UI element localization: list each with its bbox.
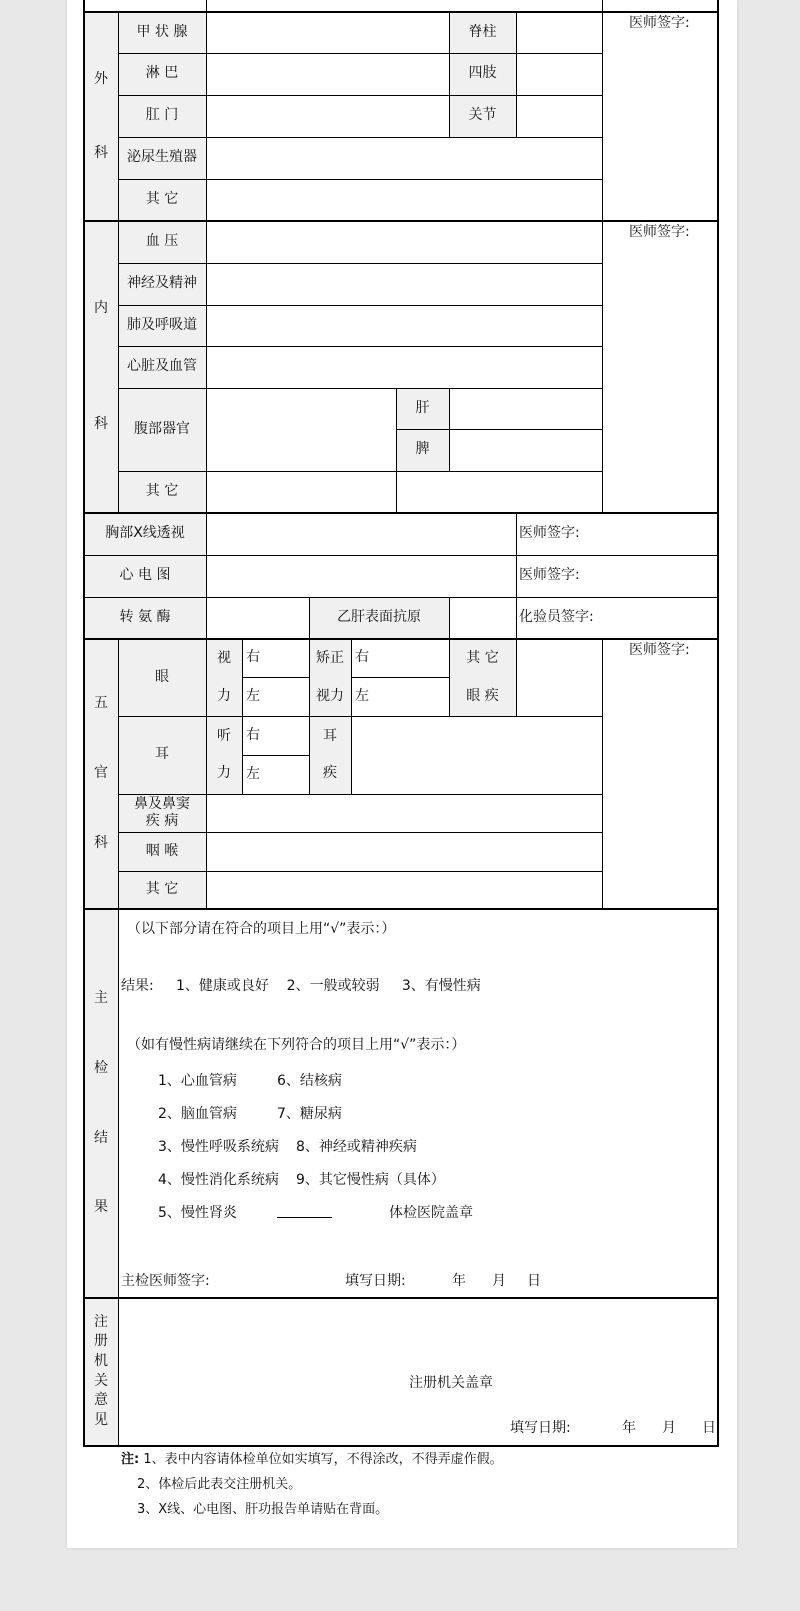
ent-char-3: 科 xyxy=(94,835,108,852)
result-options[interactable]: 结果: 1、健康或良好 2、一般或较弱 3、有慢性病 xyxy=(121,978,481,994)
liver-field[interactable] xyxy=(449,388,602,429)
conclusion-section-label xyxy=(84,909,118,1298)
abdomen-field[interactable] xyxy=(206,388,396,471)
registry-stamp-label: 注册机关盖章 xyxy=(409,1375,493,1391)
spine-field[interactable] xyxy=(516,12,602,53)
liver-label: 肝 xyxy=(396,388,449,429)
corrected-right[interactable]: 右 xyxy=(355,649,369,666)
note-1-text: 1、表中内容请体检单位如实填写，不得涂改，不得弄虚作假。 xyxy=(139,1452,503,1467)
conclusion-date-month[interactable]: 月 xyxy=(492,1273,506,1289)
hearing-left[interactable]: 左 xyxy=(246,765,260,782)
conclusion-char-3: 结 xyxy=(94,1129,108,1146)
conclusion-date-label: 填写日期: xyxy=(345,1273,406,1289)
nose-line-2: 疾 病 xyxy=(145,813,179,829)
anus-label: 肛 门 xyxy=(118,95,206,137)
lung-label: 肺及呼吸道 xyxy=(118,305,206,346)
neuro-field[interactable] xyxy=(206,263,602,305)
chronic-item-8[interactable]: 8、神经或精神疾病 xyxy=(296,1139,417,1155)
urogenital-label: 泌尿生殖器 xyxy=(118,137,206,179)
conclusion-char-4: 果 xyxy=(94,1199,108,1216)
registry-char-3: 机 xyxy=(94,1352,108,1369)
vision-right[interactable]: 右 xyxy=(246,649,260,666)
chief-doctor-sign[interactable]: 主检医师签字: xyxy=(121,1273,210,1289)
chronic-item-6[interactable]: 6、结核病 xyxy=(277,1073,342,1089)
spleen-label: 脾 xyxy=(396,429,449,471)
hearing-right[interactable]: 右 xyxy=(246,726,260,743)
alt-field[interactable] xyxy=(206,597,309,639)
registry-date-label: 填写日期: xyxy=(510,1420,571,1436)
internal-other-label: 其 它 xyxy=(118,471,206,513)
spleen-field[interactable] xyxy=(449,429,602,471)
other-eye-label xyxy=(449,639,516,716)
bp-field[interactable] xyxy=(206,221,602,263)
ent-other-field[interactable] xyxy=(206,871,602,909)
vision-char-1: 视 xyxy=(217,650,231,666)
registry-char-1: 注 xyxy=(94,1313,108,1330)
xray-label: 胸部X线透视 xyxy=(84,513,206,555)
note-3: 3、X线、心电图、肝功报告单请贴在背面。 xyxy=(137,1502,389,1517)
xray-sign[interactable]: 医师签字: xyxy=(519,525,580,542)
ent-other-label: 其 它 xyxy=(118,871,206,909)
conclusion-date-day[interactable]: 日 xyxy=(527,1273,541,1289)
limbs-field[interactable] xyxy=(516,53,602,95)
nose-field[interactable] xyxy=(206,794,602,832)
eye-label: 眼 xyxy=(118,639,206,716)
chronic-item-1[interactable]: 1、心血管病 xyxy=(158,1073,237,1089)
registry-char-5: 意 xyxy=(94,1392,108,1409)
corrected-vision-label xyxy=(309,639,351,716)
heart-field[interactable] xyxy=(206,346,602,388)
internal-other-field-2[interactable] xyxy=(396,471,602,513)
hbsag-field[interactable] xyxy=(449,597,516,639)
internal-other-field[interactable] xyxy=(206,471,396,513)
hearing-char-1: 听 xyxy=(217,727,231,744)
ear-label: 耳 xyxy=(118,716,206,794)
surgery-section-label xyxy=(84,12,118,221)
alt-label: 转 氨 酶 xyxy=(84,597,206,639)
lung-field[interactable] xyxy=(206,305,602,346)
neuro-label: 神经及精神 xyxy=(118,263,206,305)
joints-field[interactable] xyxy=(516,95,602,137)
surgery-char-1: 外 xyxy=(94,70,108,87)
registry-char-6: 见 xyxy=(94,1411,108,1428)
ent-doctor-sign[interactable]: 医师签字: xyxy=(629,642,690,658)
xray-field[interactable] xyxy=(206,513,516,555)
chronic-intro: （如有慢性病请继续在下列符合的项目上用“√”表示：） xyxy=(127,1037,466,1053)
chronic-item-9[interactable]: 9、其它慢性病（具体） xyxy=(296,1172,445,1188)
throat-field[interactable] xyxy=(206,832,602,871)
ecg-field[interactable] xyxy=(206,555,516,597)
note-2: 2、体检后此表交注册机关。 xyxy=(137,1477,302,1492)
lymph-field[interactable] xyxy=(206,53,449,95)
other-eye-line-2: 眼 疾 xyxy=(466,687,499,704)
hospital-stamp-label: 体检医院盖章 xyxy=(389,1205,473,1221)
joints-label: 关节 xyxy=(449,95,516,137)
internal-doctor-sign[interactable]: 医师签字: xyxy=(629,224,690,240)
surgery-doctor-sign[interactable]: 医师签字: xyxy=(629,15,690,31)
ecg-sign[interactable]: 医师签字: xyxy=(519,567,580,584)
ear-disease-label xyxy=(309,716,351,794)
bp-label: 血 压 xyxy=(118,221,206,263)
surgery-other-field[interactable] xyxy=(206,179,602,221)
vision-char-2: 力 xyxy=(217,687,231,704)
corrected-line-1: 矫正 xyxy=(316,650,344,666)
corrected-left[interactable]: 左 xyxy=(355,687,369,704)
ear-disease-field[interactable] xyxy=(351,716,602,794)
anus-field[interactable] xyxy=(206,95,449,137)
thyroid-label: 甲 状 腺 xyxy=(118,12,206,53)
chronic-other-blank[interactable] xyxy=(277,1217,332,1218)
conclusion-date-year[interactable]: 年 xyxy=(452,1273,466,1289)
registry-char-4: 关 xyxy=(94,1372,108,1389)
vision-label xyxy=(206,639,242,716)
thyroid-field[interactable] xyxy=(206,12,449,53)
hearing-label xyxy=(206,716,242,794)
vision-left[interactable]: 左 xyxy=(246,687,260,704)
registry-char-2: 册 xyxy=(94,1333,108,1350)
ecg-label: 心 电 图 xyxy=(84,555,206,597)
chronic-item-3[interactable]: 3、慢性呼吸系统病 xyxy=(158,1139,279,1155)
surgery-other-label: 其 它 xyxy=(118,179,206,221)
hbsag-label: 乙肝表面抗原 xyxy=(309,597,449,639)
limbs-label: 四肢 xyxy=(449,53,516,95)
throat-label: 咽 喉 xyxy=(118,832,206,871)
registry-date-month[interactable]: 月 xyxy=(662,1420,676,1436)
nose-label xyxy=(118,794,206,832)
ent-section-label xyxy=(84,639,118,909)
heart-label: 心脏及血管 xyxy=(118,346,206,388)
note-1 xyxy=(121,1448,503,1467)
chronic-item-2[interactable]: 2、脑血管病 xyxy=(158,1106,237,1122)
urogenital-field[interactable] xyxy=(206,137,602,179)
chronic-item-7[interactable]: 7、糖尿病 xyxy=(277,1106,342,1122)
chronic-item-5[interactable]: 5、慢性肾炎 xyxy=(158,1205,237,1221)
hearing-char-2: 力 xyxy=(217,765,231,781)
chronic-item-4[interactable]: 4、慢性消化系统病 xyxy=(158,1172,279,1188)
ent-char-2: 官 xyxy=(94,765,108,782)
lymph-label: 淋 巴 xyxy=(118,53,206,95)
ent-char-1: 五 xyxy=(94,695,108,712)
abdomen-label: 腹部器官 xyxy=(118,388,206,471)
internal-char-2: 科 xyxy=(94,416,108,433)
other-eye-field[interactable] xyxy=(516,639,602,716)
internal-section-label xyxy=(84,221,118,513)
registry-date-year[interactable]: 年 xyxy=(622,1420,636,1436)
ear-disease-char-1: 耳 xyxy=(323,727,337,744)
lab-sign[interactable]: 化验员签字: xyxy=(519,609,594,626)
internal-char-1: 内 xyxy=(94,300,108,317)
surgery-char-2: 科 xyxy=(94,145,108,161)
conclusion-char-1: 主 xyxy=(94,990,108,1007)
nose-line-1: 鼻及鼻窦 xyxy=(134,795,190,812)
corrected-line-2: 视力 xyxy=(316,687,344,704)
conclusion-char-2: 检 xyxy=(94,1059,108,1076)
conclusion-intro: （以下部分请在符合的项目上用“√”表示：） xyxy=(127,921,396,937)
spine-label: 脊柱 xyxy=(449,12,516,53)
registry-date-day[interactable]: 日 xyxy=(702,1420,716,1436)
registry-section-label xyxy=(84,1298,118,1445)
ear-disease-char-2: 疾 xyxy=(323,765,337,781)
note-prefix: 注: xyxy=(121,1452,140,1467)
other-eye-line-1: 其 它 xyxy=(466,650,499,666)
